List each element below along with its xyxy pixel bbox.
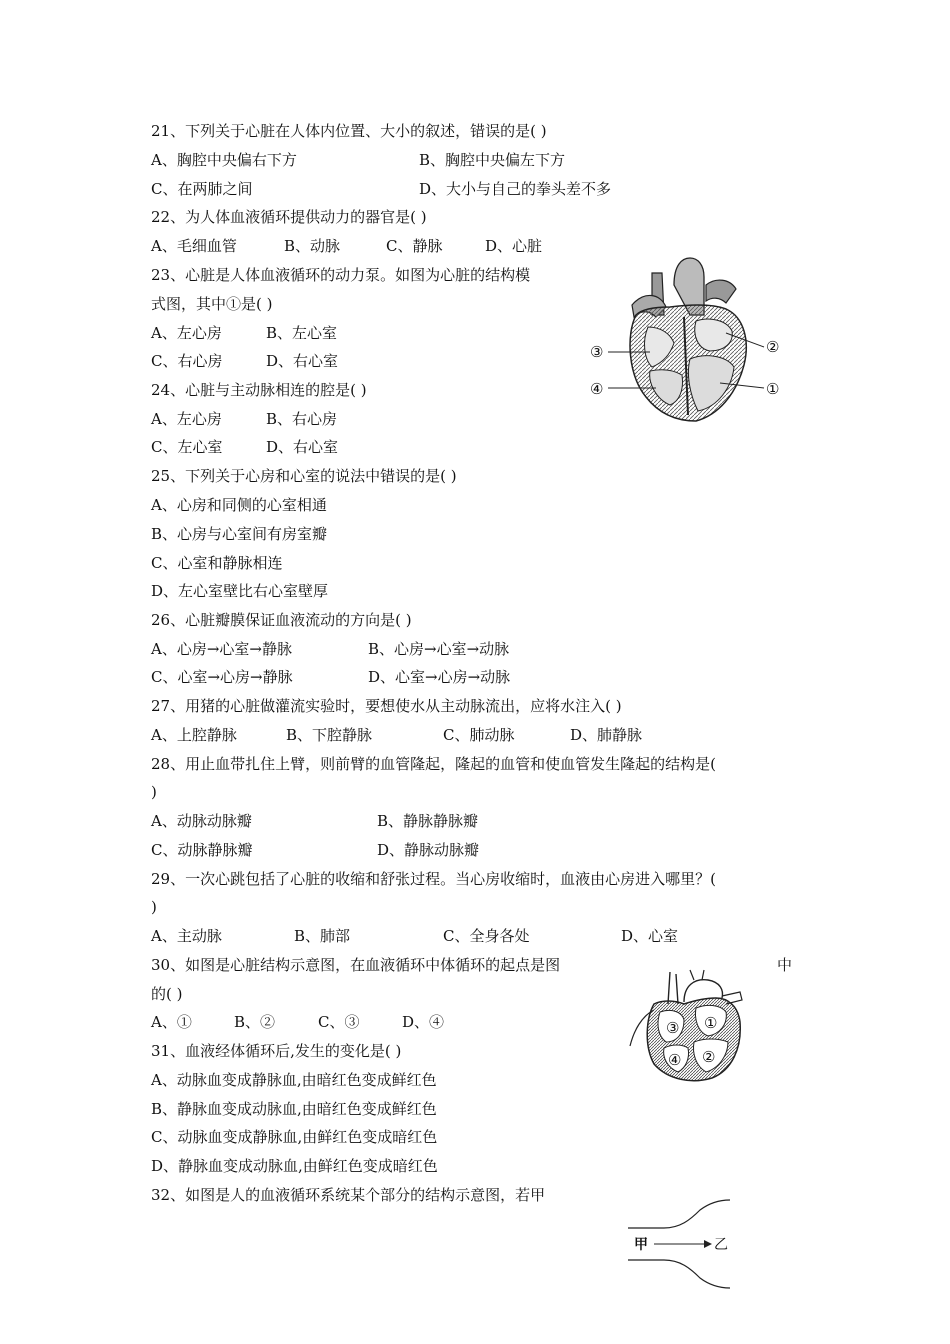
vessel-label-yi: 乙: [714, 1237, 728, 1253]
q29-option-a: A、主动脉: [151, 927, 222, 945]
q25-option-a: A、心房和同侧的心室相通: [151, 496, 327, 514]
q30-stem-end: 中: [777, 956, 793, 974]
q25-option-c: C、心室和静脉相连: [151, 554, 283, 572]
q23-stem-line2: 式图，其中①是( ): [151, 295, 273, 313]
q26-stem: 26、心脏瓣膜保证血液流动的方向是( ): [151, 611, 412, 629]
q26-option-d: D、心室→心房→动脉: [368, 668, 511, 686]
q29-option-b: B、肺部: [294, 927, 351, 945]
q22-option-c: C、静脉: [386, 237, 443, 255]
q24-option-d: D、右心室: [266, 438, 339, 456]
q23-stem-line1: 23、心脏是人体血液循环的动力泵。如图为心脏的结构模: [151, 266, 531, 284]
heart1-label-1: ①: [766, 380, 780, 398]
q30-stem-text: 30、如图是心脏结构示意图，在血液循环中体循环的起点是图: [151, 956, 561, 974]
q28-option-d: D、静脉动脉瓣: [377, 841, 480, 859]
heart1-label-3: ③: [590, 343, 604, 361]
q24-stem: 24、心脏与主动脉相连的腔是( ): [151, 381, 367, 399]
heart2-label-4: ④: [668, 1051, 682, 1069]
q22-option-d: D、心脏: [485, 237, 543, 255]
q25-option-b: B、心房与心室间有房室瓣: [151, 525, 328, 543]
q23-option-a: A、左心房: [151, 324, 222, 342]
heart1-label-4: ④: [590, 380, 604, 398]
heart2-label-2: ②: [702, 1048, 716, 1066]
heart1-label-2: ②: [766, 338, 780, 356]
q28-stem-line2: ): [151, 783, 157, 801]
q25-stem: 25、下列关于心房和心室的说法中错误的是( ): [151, 467, 457, 485]
q22-stem: 22、为人体血液循环提供动力的器官是( ): [151, 208, 427, 226]
q21-stem: 21、下列关于心脏在人体内位置、大小的叙述，错误的是( ): [151, 122, 547, 140]
q31-stem: 31、血液经体循环后,发生的变化是( ): [151, 1042, 402, 1060]
q23-option-d: D、右心室: [266, 352, 339, 370]
q26-option-c: C、心室→心房→静脉: [151, 668, 293, 686]
q22-option-b: B、动脉: [284, 237, 341, 255]
q23-option-c: C、右心房: [151, 352, 223, 370]
heart2-label-1: ①: [704, 1014, 718, 1032]
q25-option-d: D、左心室壁比右心室壁厚: [151, 582, 329, 600]
heart2-label-3: ③: [666, 1019, 680, 1037]
q24-option-b: B、右心房: [266, 410, 338, 428]
q31-option-a: A、动脉血变成静脉血,由暗红色变成鲜红色: [151, 1071, 437, 1089]
q32-stem: 32、如图是人的血液循环系统某个部分的结构示意图，若甲: [151, 1186, 546, 1204]
q28-stem-line1: 28、用止血带扎住上臂，则前臂的血管隆起，隆起的血管和使血管发生隆起的结构是(: [151, 755, 716, 773]
q29-stem-line1: 29、一次心跳包括了心脏的收缩和舒张过程。当心房收缩时，血液由心房进入哪里？(: [151, 870, 716, 888]
heart-schematic-figure: [624, 968, 752, 1086]
q28-option-b: B、静脉静脉瓣: [377, 812, 479, 830]
q29-option-c: C、全身各处: [443, 927, 530, 945]
q21-option-d: D、大小与自己的拳头差不多: [419, 180, 612, 198]
q23-option-b: B、左心室: [266, 324, 338, 342]
q30-option-a: A、①: [151, 1013, 192, 1031]
vessel-branch-figure: [628, 1198, 736, 1290]
q26-option-a: A、心房→心室→静脉: [151, 640, 292, 658]
heart-structure-figure: [586, 255, 792, 425]
q28-option-c: C、动脉静脉瓣: [151, 841, 253, 859]
vessel-label-jia: 甲: [634, 1237, 648, 1253]
q30-option-c: C、③: [318, 1013, 360, 1031]
q28-option-a: A、动脉动脉瓣: [151, 812, 252, 830]
q21-option-c: C、在两肺之间: [151, 180, 253, 198]
q24-option-c: C、左心室: [151, 438, 223, 456]
q29-option-d: D、心室: [621, 927, 679, 945]
q21-option-b: B、胸腔中央偏左下方: [419, 151, 566, 169]
q22-option-a: A、毛细血管: [151, 237, 237, 255]
q30-option-b: B、②: [234, 1013, 276, 1031]
q21-option-a: A、胸腔中央偏右下方: [151, 151, 297, 169]
q24-option-a: A、左心房: [151, 410, 222, 428]
q27-option-d: D、肺静脉: [570, 726, 643, 744]
q27-option-a: A、上腔静脉: [151, 726, 237, 744]
q27-stem: 27、用猪的心脏做灌流实验时，要想使水从主动脉流出，应将水注入( ): [151, 697, 622, 715]
q27-option-c: C、肺动脉: [443, 726, 515, 744]
q30-stem-line2: 的( ): [151, 985, 183, 1003]
q26-option-b: B、心房→心室→动脉: [368, 640, 510, 658]
q31-option-b: B、静脉血变成动脉血,由暗红色变成鲜红色: [151, 1100, 437, 1118]
q27-option-b: B、下腔静脉: [286, 726, 373, 744]
q31-option-d: D、静脉血变成动脉血,由鲜红色变成暗红色: [151, 1157, 438, 1175]
q30-option-d: D、④: [402, 1013, 445, 1031]
q29-stem-line2: ): [151, 898, 157, 916]
q31-option-c: C、动脉血变成静脉血,由鲜红色变成暗红色: [151, 1128, 438, 1146]
